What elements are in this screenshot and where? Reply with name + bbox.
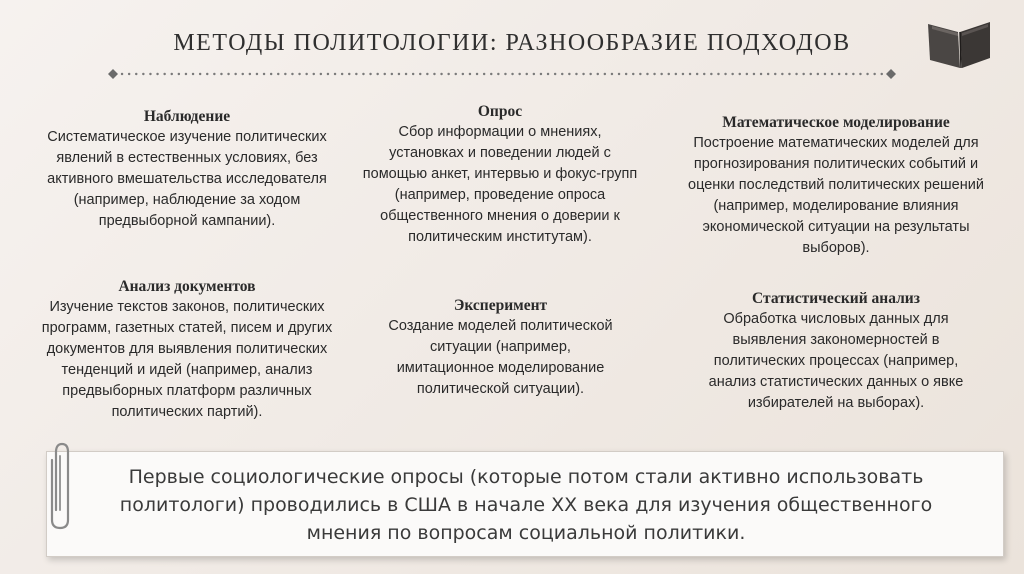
method-line: политическим институтам). xyxy=(408,229,592,245)
method-line: Изучение текстов законов, политических xyxy=(49,299,325,315)
method-math-modeling xyxy=(668,112,1004,259)
method-survey xyxy=(345,101,655,248)
method-line: (например, наблюдение за ходом xyxy=(73,192,301,208)
method-heading: Опрос xyxy=(477,103,523,120)
method-line: выявления закономерностей в xyxy=(732,332,940,348)
open-book-icon xyxy=(924,6,996,74)
title-divider xyxy=(108,68,896,80)
method-heading: Анализ документов xyxy=(118,278,256,295)
method-line: установках и поведении людей с xyxy=(389,145,611,161)
note-line: мнения по вопросам социальной политики. xyxy=(306,522,746,544)
method-line: имитационное моделирование xyxy=(396,360,605,376)
method-line: политической ситуации). xyxy=(416,381,585,397)
method-heading: Наблюдение xyxy=(143,108,231,125)
method-line: активного вмешательства исследователя xyxy=(47,171,327,187)
paperclip-icon xyxy=(49,440,71,532)
method-line: Создание моделей политической xyxy=(388,318,613,334)
method-document-analysis xyxy=(22,276,352,423)
method-line: Систематическое изучение политических xyxy=(47,129,327,145)
method-observation xyxy=(22,106,352,232)
method-line: предвыборной кампании). xyxy=(98,213,276,229)
method-line: Сбор информации о мнениях, xyxy=(398,124,602,140)
method-line: (например, проведение опроса xyxy=(394,187,606,203)
method-line: политических партий). xyxy=(111,404,263,420)
note-line: политологи) проводились в США в начале XX века для изучения общественного xyxy=(119,494,933,516)
method-experiment xyxy=(348,295,653,400)
method-heading: Математическое моделирование xyxy=(722,114,950,131)
note-text xyxy=(67,463,985,547)
method-heading: Эксперимент xyxy=(453,297,548,314)
note-line: Первые социологические опросы (которые потом стали активно использовать xyxy=(128,466,924,488)
method-line: программ, газетных статей, писем и других xyxy=(41,320,333,336)
method-line: избирателей на выборах). xyxy=(747,395,925,411)
method-line: тенденций и идей (например, анализ xyxy=(61,362,313,378)
method-line: прогнозирования политических событий и xyxy=(693,156,979,172)
method-line: предвыборных платформ различных xyxy=(62,383,312,399)
note-box xyxy=(46,451,1004,557)
slide-title: МЕТОДЫ ПОЛИТОЛОГИИ: РАЗНООБРАЗИЕ ПОДХОДОВ xyxy=(173,30,851,56)
method-line: Обработка числовых данных для xyxy=(723,311,949,327)
method-line: экономической ситуации на результаты xyxy=(702,219,970,235)
method-heading: Статистический анализ xyxy=(752,290,920,307)
method-line: помощью анкет, интервью и фокус-групп xyxy=(362,166,638,182)
method-line: документов для выявления политических xyxy=(46,341,328,357)
method-line: Построение математических моделей для xyxy=(693,135,979,151)
method-line: анализ статистических данных о явке xyxy=(708,374,964,390)
method-line: ситуации (например, xyxy=(430,339,571,355)
method-line: (например, моделирование влияния xyxy=(713,198,959,214)
method-line: оценки последствий политических решений xyxy=(688,177,984,193)
method-line: политических процессах (например, xyxy=(713,353,959,369)
method-line: выборов). xyxy=(802,240,870,256)
method-line: общественного мнения о доверии к xyxy=(380,208,620,224)
method-line: явлений в естественных условиях, без xyxy=(56,150,318,166)
method-statistical-analysis xyxy=(668,288,1004,414)
